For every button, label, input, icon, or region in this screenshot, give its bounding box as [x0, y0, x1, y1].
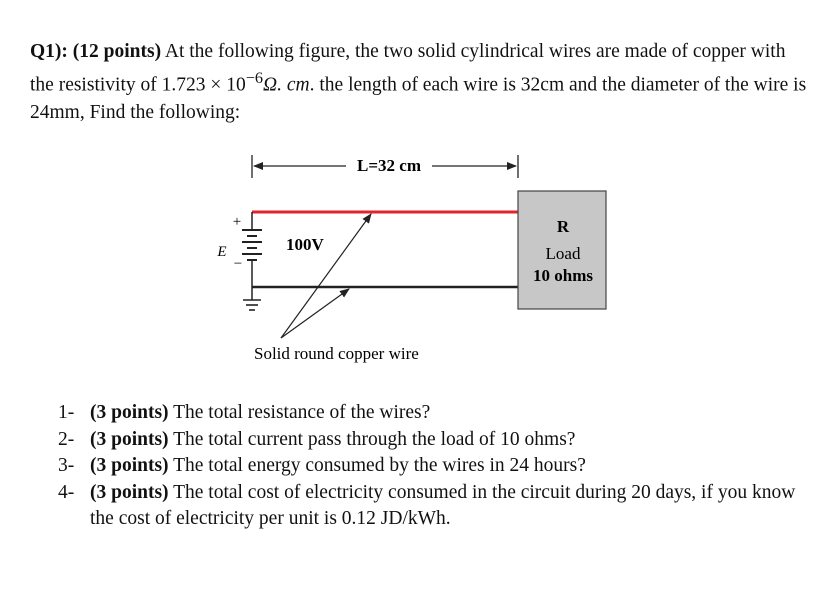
question-text: The total current pass through the load of 10 ohms? — [168, 428, 576, 450]
resistivity-exponent: −6 — [245, 69, 264, 87]
question-item — [58, 480, 818, 533]
question-item — [58, 427, 818, 454]
question-number: 2- — [58, 428, 75, 450]
wire-caption: Solid round copper wire — [254, 344, 419, 363]
plus-sign: + — [232, 214, 242, 230]
load-symbol: R — [556, 217, 570, 236]
question-text: The total cost of electricity consumed in the circuit during 20 days, if you know the cost of electricity per unit is 0.12 JD/kWh. — [90, 481, 796, 529]
resistivity-unit: Ω. cm — [263, 74, 310, 96]
question-points: (3 points) — [90, 402, 169, 423]
question-points: (3 points) — [90, 481, 169, 503]
source-label: E — [217, 244, 227, 260]
load-name: Load — [545, 244, 581, 263]
question-number: 3- — [58, 455, 75, 476]
problem-text-part1: At the following figure, the two solid cylindrical wires are made of copper with the resistivity of 1.723 × 10 — [30, 41, 786, 96]
load-value: 10 ohms — [533, 266, 593, 285]
pointer-arrow-bottom-wire — [281, 289, 349, 338]
question-text: The total resistance of the wires? — [168, 402, 431, 423]
question-number: 1- — [58, 402, 75, 423]
problem-points: (12 points) — [72, 41, 162, 62]
question-points: (3 points) — [90, 428, 169, 450]
question-number: 4- — [58, 481, 75, 503]
problem-label: Q1): — [30, 41, 68, 62]
question-item — [58, 453, 818, 480]
question-points: (3 points) — [90, 455, 169, 476]
voltage-label: 100V — [286, 235, 324, 254]
problem-text-part2: . the length of each wire is 32cm and the diameter of the wire is 24mm, Find the following: — [30, 74, 807, 123]
question-text: The total energy consumed by the wires in 24 hours? — [168, 455, 586, 476]
minus-sign: − — [233, 256, 243, 272]
question-list — [58, 400, 818, 533]
length-label: L=32 cm — [357, 156, 421, 175]
question-item — [58, 400, 818, 427]
pointer-arrow-top-wire — [281, 214, 371, 338]
